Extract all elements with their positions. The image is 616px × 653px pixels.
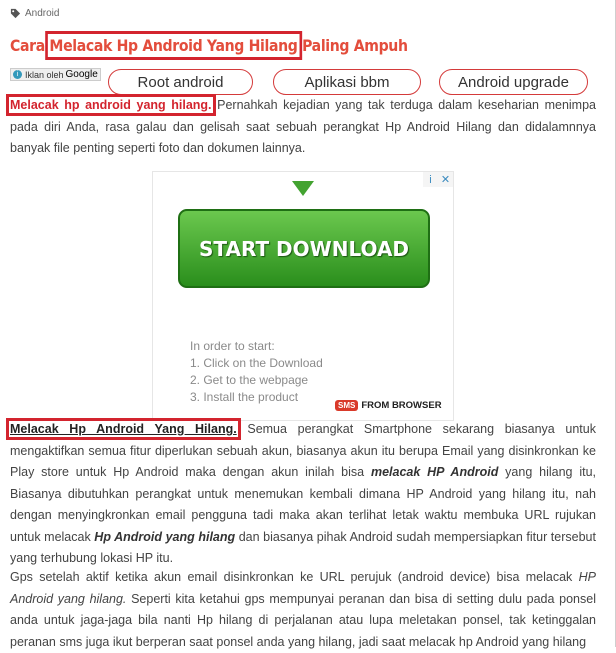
ad-logo-text: FROM BROWSER — [361, 400, 442, 411]
section-3-text: Gps setelah aktif ketika akun email disinkronkan ke URL perujuk (android device) bisa melacak — [10, 570, 579, 584]
section-3-emphasis: HP Android yang hilang. — [10, 570, 596, 606]
section-2-text: yang hilang itu, Biasanya dibutuhkan perangkat untuk menemukan kembali dimana HP Android yang hilang itu, nah dengan menyingkronkan email pengguna tadi maka akan terlihat letak waktu membuka URL rujukan untuk melacak — [10, 465, 597, 544]
download-ad-banner[interactable] — [152, 171, 454, 421]
ad-instructions — [190, 338, 323, 406]
ads-by-text: Iklan oleh — [25, 69, 64, 80]
title-suffix: Paling Ampuh — [297, 36, 408, 55]
intro-text: Pernahkah kejadian yang tak terduga dalam keseharian menimpa pada diri Anda, rasa galau dan gelisah saat sebuah perangkat Hp Android Hilang dan didalamnnya banyak file penting seperti foto dan dokumen lainnya. — [10, 98, 596, 155]
info-icon: i — [13, 70, 22, 79]
ad-logo — [335, 400, 442, 411]
category-label[interactable]: Android — [25, 8, 60, 19]
ad-controls — [423, 172, 453, 187]
post-title — [10, 36, 408, 55]
title-prefix: Cara — [10, 36, 50, 55]
ad-instruction-line: In order to start: — [190, 339, 275, 353]
section-2-keyword: Melacak Hp Android Yang Hilang. — [10, 422, 237, 436]
section-2-paragraph — [10, 419, 596, 570]
link-unit-android-upgrade[interactable]: Android upgrade — [439, 69, 588, 95]
post-category[interactable] — [10, 8, 59, 19]
start-download-button[interactable]: START DOWNLOAD — [178, 209, 430, 288]
intro-paragraph — [10, 95, 596, 160]
section-2-text: Semua perangkat Smartphone sekarang biasanya untuk mengaktifkan semua fitur diperlukan sebuah akun, biasanya akun itu berupa Email yang disinkronkan ke Play store untuk Hp Android maka dengan akun inilah bisa — [10, 422, 596, 479]
link-unit-root-android[interactable]: Root android — [108, 69, 253, 95]
tag-icon — [10, 8, 21, 19]
ads-by-google-label[interactable] — [10, 68, 101, 81]
google-brand: Google — [65, 69, 98, 80]
section-2-text: dan biasanya pihak Android sudah mempersiapkan fitur tersebut yang terhubung lokasi HP itu. — [10, 529, 596, 565]
ad-close-icon[interactable]: ✕ — [438, 172, 453, 187]
ad-instruction-line: 2. Get to the webpage — [190, 373, 309, 387]
section-3-paragraph — [10, 567, 596, 653]
section-2-emphasis: melacak HP Android — [370, 465, 499, 479]
section-3-text: Seperti kita ketahui gps mempunyai peranan dan bisa di setting dulu pada ponsel anda untuk jaga-jaga bila nanti Hp hilang di perjalanan atau lupa meletakan ponsel, tak ketinggalan peranan sms juga ikut berperan saat ponsel anda yang hilang, jadi saat melacak hp Android yang hilang — [10, 591, 596, 649]
ad-info-icon[interactable]: i — [423, 172, 438, 187]
link-unit-aplikasi-bbm[interactable]: Aplikasi bbm — [273, 69, 421, 95]
ad-instruction-line: 1. Click on the Download — [190, 356, 323, 370]
ad-instruction-line: 3. Install the product — [190, 390, 299, 404]
down-arrow-icon — [292, 181, 314, 196]
title-highlight: Melacak Hp Android Yang Hilang — [49, 36, 298, 55]
sms-badge: SMS — [335, 400, 358, 411]
intro-keyword: Melacak hp android yang hilang. — [10, 98, 212, 112]
section-2-emphasis: Hp Android yang hilang — [94, 529, 236, 544]
